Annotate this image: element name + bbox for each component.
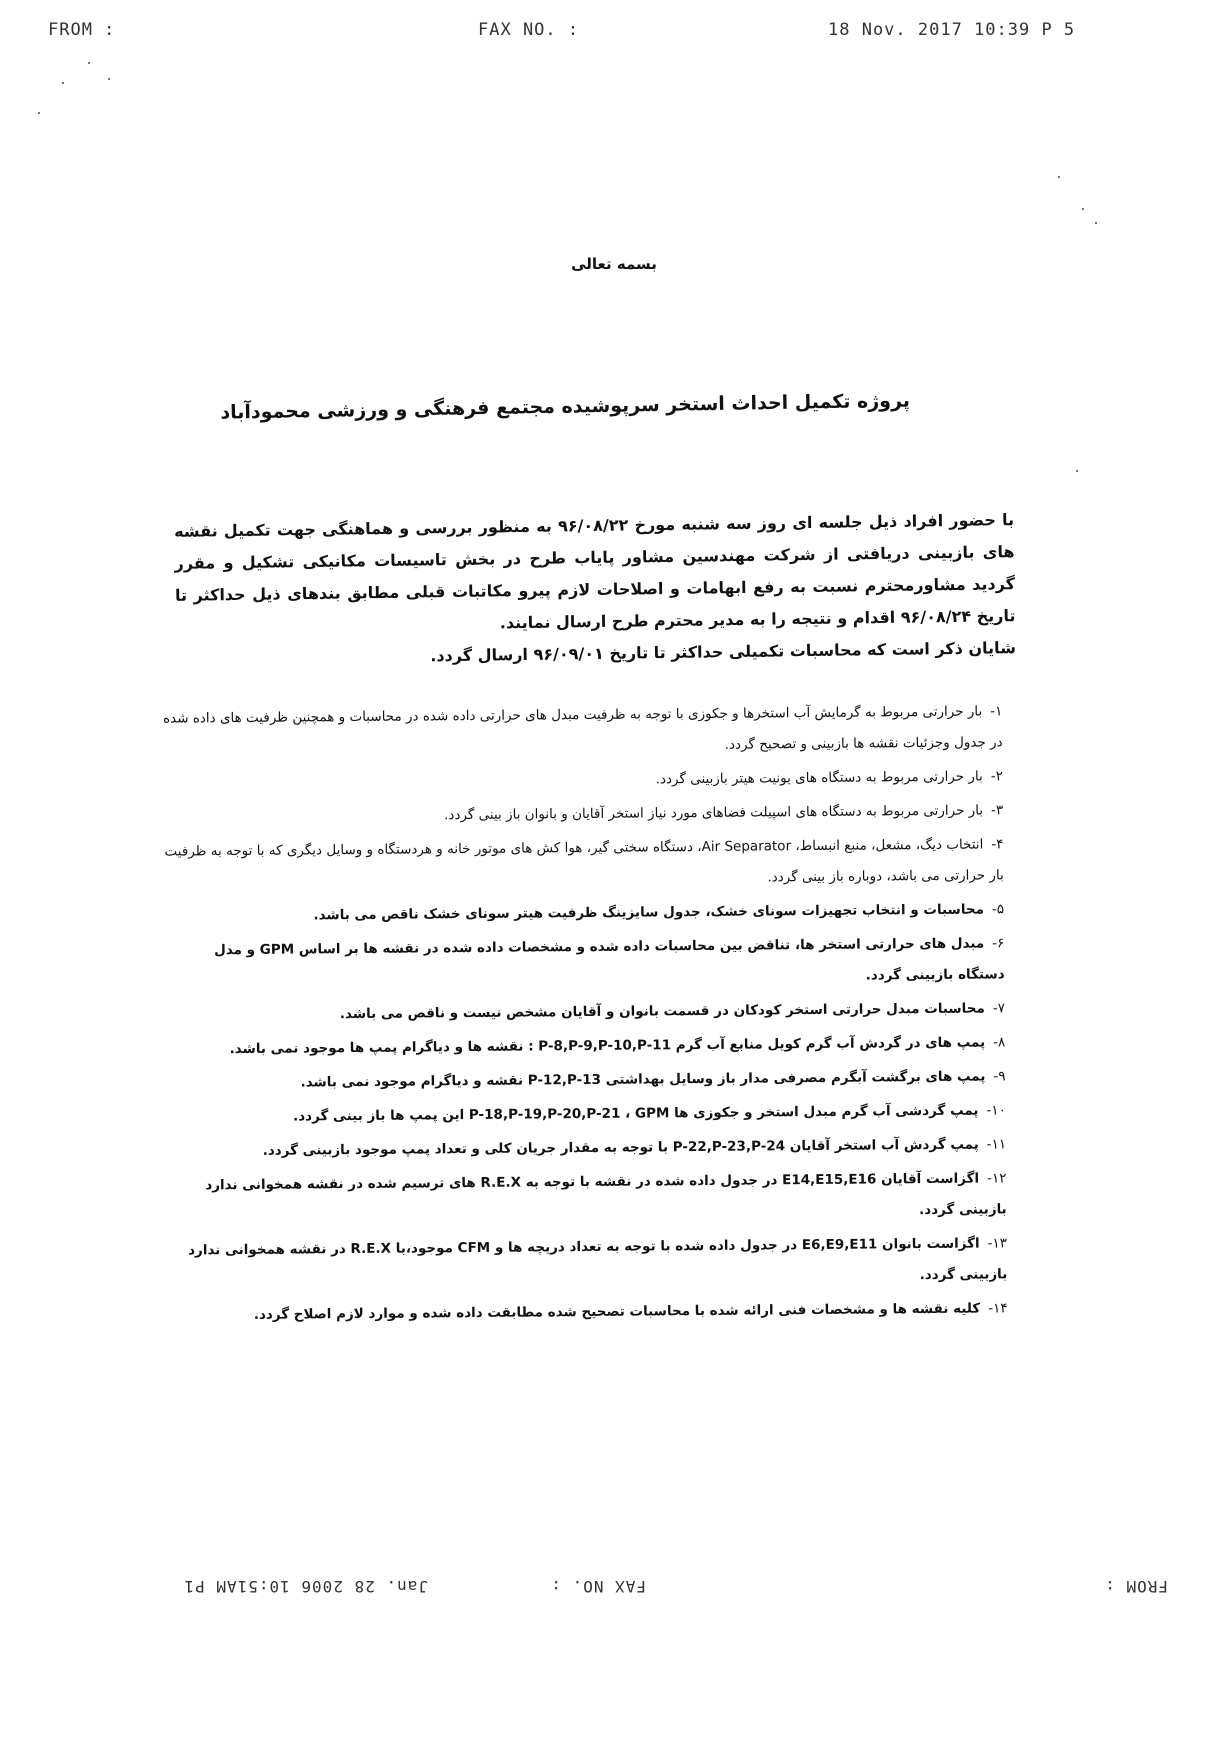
item-number: ۱- bbox=[990, 703, 1003, 720]
item-number: ۹- bbox=[993, 1068, 1006, 1085]
item-number: ۸- bbox=[993, 1034, 1006, 1051]
list-item bbox=[166, 1095, 1006, 1133]
item-number: ۱۴- bbox=[988, 1300, 1008, 1317]
item-number: ۱۳- bbox=[987, 1235, 1008, 1252]
list-item bbox=[163, 761, 1003, 799]
list-item bbox=[165, 1061, 1005, 1099]
list-item bbox=[167, 1228, 1008, 1297]
item-text: بار حرارتی مربوط به دستگاه های یونیت هیتر بازبینی گردد. bbox=[655, 768, 983, 788]
item-number: ۳- bbox=[991, 802, 1004, 819]
intro-text: با حضور افراد ذیل جلسه ای روز سه شنبه مورخ ۹۶/۰۸/۲۲ به منظور بررسی و هماهنگی جهت تکمیل نقشه های بازبینی دریافتی از شرکت مهندسین مشاور پایاب طرح در بخش تاسیسات مکانیکی تشکیل و مقرر گردید مشاورمحترم نسبت به رفع ابهامات و اصلاحات لازم پیرو مکاتبات قبلی مطابق بندهای ذیل حداکثر تا تاریخ ۹۶/۰۸/۲۴ اقدام و نتیجه را به مدیر محترم طرح ارسال نمایند. bbox=[174, 510, 1016, 633]
item-number: ۱۰- bbox=[986, 1102, 1006, 1119]
item-text: اگزاست آقایان E14,E15,E16 در جدول داده شده در نقشه با توجه به R.E.X های ترسیم شده در نقشه همخوانی ندارد بازبینی گردد. bbox=[205, 1170, 1007, 1219]
list-item bbox=[165, 993, 1005, 1031]
list-item bbox=[166, 1129, 1006, 1167]
list-item bbox=[164, 894, 1004, 932]
item-text: کلیه نقشه ها و مشخصات فنی ارائه شده با محاسبات تصحیح شده مطابقت داده شده و موارد لازم اصلاح گردد. bbox=[253, 1300, 981, 1323]
fax-footer-datetime: Jan. 28 2006 10:51AM P1 bbox=[183, 1577, 428, 1596]
list-item bbox=[163, 795, 1003, 833]
item-text: پمپ گردشی آب گرم مبدل استخر و جکوزی ها P-18,P-19,P-20,P-21 ، GPM این پمپ ها باز بینی گردد. bbox=[293, 1102, 979, 1125]
list-item bbox=[166, 1163, 1007, 1232]
fax-footer-number-label: FAX NO. : bbox=[550, 1577, 646, 1596]
scan-speck bbox=[38, 112, 40, 114]
fax-footer-inverted bbox=[0, 1568, 1228, 1598]
fax-number-label: FAX NO. : bbox=[478, 20, 580, 40]
list-item bbox=[167, 1293, 1007, 1331]
item-number: ۲- bbox=[990, 768, 1003, 785]
item-text: انتخاب دیگ، مشعل، منبع انبساط، Air Separator، دستگاه سختی گیر، هوا کش های موتور خانه و هردستگاه و وسایل دیگری که با توجه به ظرفیت بار حرارتی می باشد، دوباره باز بینی گردد. bbox=[164, 836, 1004, 886]
item-text: محاسبات مبدل حرارتی استخر کودکان در قسمت بانوان و آقایان مشخص نیست و ناقص می باشد. bbox=[339, 1000, 985, 1023]
intro-note: شایان ذکر است که محاسبات تکمیلی حداکثر تا تاریخ ۹۶/۰۹/۰۱ ارسال گردد. bbox=[430, 638, 1016, 666]
bismillah-heading: بسمه تعالی bbox=[571, 255, 657, 273]
item-number: ۶- bbox=[992, 935, 1005, 952]
list-item bbox=[163, 829, 1004, 898]
item-text: مبدل های حرارتی استخر ها، تناقض بین محاسبات داده شده و مشخصات داده شده در نقشه ها بر اساس GPM و مدل دستگاه بازبینی گردد. bbox=[214, 935, 1005, 984]
item-text: پمپ گردش آب استخر آقایان P-22,P-23,P-24 با توجه به مقدار جریان کلی و تعداد پمپ موجود بازبینی گردد. bbox=[262, 1136, 979, 1159]
fax-from-label: FROM : bbox=[48, 20, 116, 40]
item-number: ۴- bbox=[991, 836, 1004, 853]
item-number: ۱۱- bbox=[986, 1136, 1007, 1153]
item-number: ۵- bbox=[991, 901, 1005, 918]
scan-speck bbox=[1082, 208, 1084, 210]
fax-footer-from-label: FROM : bbox=[1104, 1577, 1168, 1596]
item-number: ۱۲- bbox=[986, 1170, 1007, 1187]
scan-speck bbox=[1095, 222, 1097, 224]
project-title: پروژه تکمیل احداث استخر سرپوشیده مجتمع فرهنگی و ورزشی محمودآباد bbox=[220, 389, 911, 424]
item-number: ۷- bbox=[992, 1000, 1006, 1017]
scan-speck bbox=[108, 78, 110, 80]
list-item bbox=[162, 696, 1003, 765]
item-text: پمپ های برگشت آبگرم مصرفی مدار باز وسایل بهداشتی P-12,P-13 نقشه و دیاگرام موجود نمی باشد. bbox=[300, 1068, 986, 1091]
item-text: اگزاست بانوان E6,E9,E11 در جدول داده شده با توجه به تعداد دریچه ها و CFM موجود،با R.E.X در نقشه همخوانی ندارد بازبینی گردد. bbox=[188, 1235, 1008, 1284]
item-list bbox=[162, 696, 1007, 1334]
scan-speck bbox=[1076, 470, 1078, 472]
scan-speck bbox=[88, 62, 90, 64]
fax-datetime: 18 Nov. 2017 10:39 P 5 bbox=[828, 20, 1076, 40]
list-item bbox=[165, 1027, 1005, 1065]
scan-speck bbox=[1058, 176, 1060, 178]
scan-speck bbox=[62, 82, 64, 84]
item-text: پمپ های در گردش آب گرم کویل منابع آب گرم P-8,P-9,P-10,P-11 : نقشه ها و دیاگرام پمپ ها موجود نمی باشد. bbox=[229, 1034, 986, 1058]
item-text: بار حرارتی مربوط به گرمایش آب استخرها و جکوزی با توجه به ظرفیت مبدل های حرارتی داده شده در محاسبات و همچنین ظرفیت های داده شده در جدول وجزئیات نقشه ها بازبینی و تصحیح گردد. bbox=[162, 703, 1003, 753]
list-item bbox=[164, 928, 1005, 997]
item-text: محاسبات و انتخاب تجهیزات سونای خشک، جدول سایزینگ ظرفیت هیتر سونای خشک ناقص می باشد. bbox=[313, 901, 985, 924]
item-text: بار حرارتی مربوط به دستگاه های اسپیلت فضاهای مورد نیاز استخر آقایان و بانوان باز بینی گردد. bbox=[444, 802, 984, 824]
intro-paragraph bbox=[174, 504, 1016, 676]
